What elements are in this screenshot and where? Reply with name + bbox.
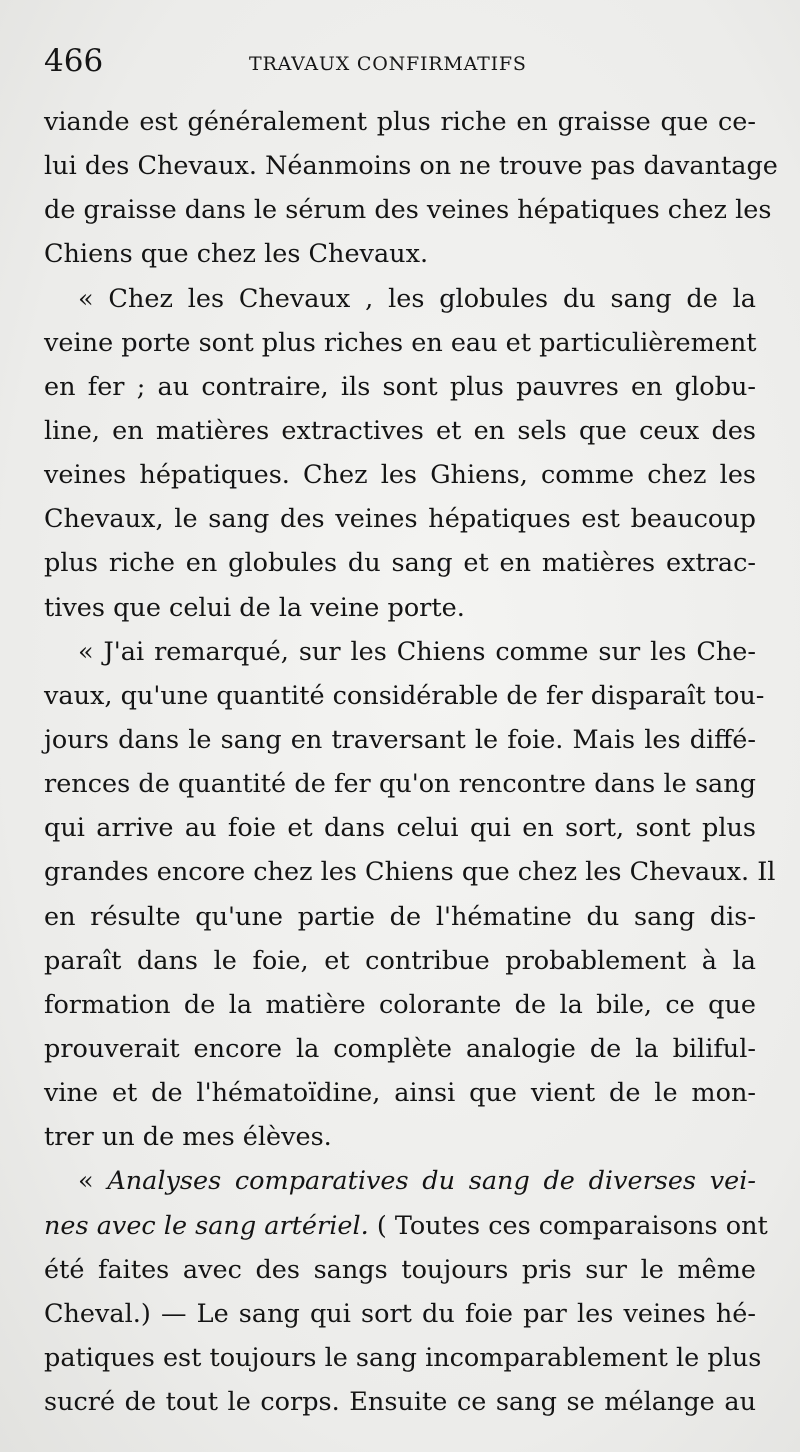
text-line: veine porte sont plus riches en eau et particulièrement: [44, 327, 757, 358]
text-line: line, en matières extractives et en sels que ceux des: [44, 415, 756, 446]
text-line: patiques est toujours le sang incomparablement le plus: [44, 1342, 762, 1373]
italic-heading: nes avec le sang artériel.: [44, 1210, 369, 1241]
text-line: paraît dans le foie, et contribue probablement à la: [44, 945, 756, 976]
text-line: de graisse dans le sérum des veines hépatiques chez les: [44, 195, 772, 226]
quote-mark: «: [78, 1166, 108, 1197]
italic-heading: Analyses comparatives du sang de diverses vei-: [107, 1166, 756, 1197]
text-line: Cheval.) — Le sang qui sort du foie par les veines hé-: [44, 1298, 756, 1329]
text-line: jours dans le sang en traversant le foie. Mais les diffé-: [44, 724, 756, 755]
text-line: [44, 1159, 756, 1203]
text-line: rences de quantité de fer qu'on rencontre dans le sang: [44, 769, 756, 800]
text-line: trer un de mes élèves.: [44, 1122, 332, 1153]
text-line: vine et de l'hématoïdine, ainsi que vient de le mon-: [44, 1078, 756, 1109]
text-line: en résulte qu'une partie de l'hématine du sang dis-: [44, 901, 756, 932]
page-header: [44, 42, 756, 82]
text-line: « Chez les Chevaux , les globules du sang de la: [78, 283, 756, 314]
text-line: viande est généralement plus riche en graisse que ce-: [44, 107, 756, 137]
text-line: grandes encore chez les Chiens que chez les Chevaux. Il: [44, 857, 776, 888]
text-line: en fer ; au contraire, ils sont plus pauvres en globu-: [44, 371, 756, 402]
text-line: veines hépatiques. Chez les Ghiens, comme chez les: [44, 460, 756, 491]
body-text: [44, 100, 778, 1424]
text-line: vaux, qu'une quantité considérable de fer disparaît tou-: [44, 680, 765, 711]
text-line: [44, 1204, 768, 1248]
text-line: été faites avec des sangs toujours pris sur le même: [44, 1254, 756, 1285]
text-line: « J'ai remarqué, sur les Chiens comme sur les Che-: [78, 636, 756, 667]
text-line: formation de la matière colorante de la bile, ce que: [44, 989, 756, 1020]
text-line: Chiens que chez les Chevaux.: [44, 239, 429, 270]
text-line: sucré de tout le corps. Ensuite ce sang se mélange au: [44, 1387, 756, 1418]
text-run: ( Toutes ces comparaisons ont: [368, 1210, 768, 1241]
text-line: plus riche en globules du sang et en matières extrac-: [44, 548, 756, 579]
running-title: TRAVAUX CONFIRMATIFS: [249, 53, 527, 75]
text-line: tives que celui de la veine porte.: [44, 592, 465, 623]
text-line: lui des Chevaux. Néanmoins on ne trouve pas davantage: [44, 151, 778, 182]
page-number: 466: [44, 43, 104, 79]
text-line: Chevaux, le sang des veines hépatiques est beaucoup: [44, 504, 756, 535]
text-line: prouverait encore la complète analogie de la biliful-: [44, 1033, 756, 1064]
text-line: qui arrive au foie et dans celui qui en sort, sont plus: [44, 813, 756, 844]
